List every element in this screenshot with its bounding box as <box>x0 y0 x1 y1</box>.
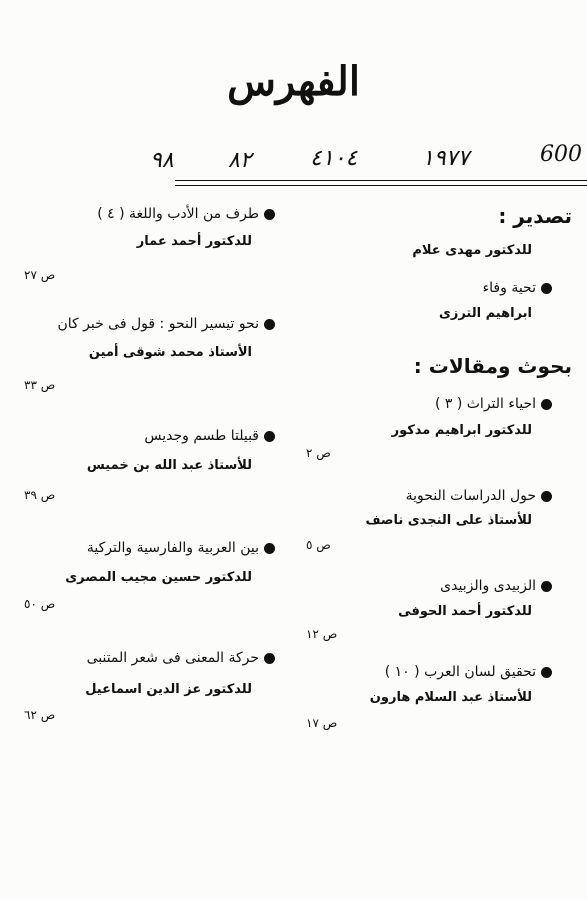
article-title: نحو تيسير النحو : قول فى خبر كان <box>57 316 275 332</box>
article-page: ص ٥٠ <box>24 597 56 611</box>
article-author: للدكتور عز الدين اسماعيل <box>85 682 252 697</box>
preface-heading: تصدير : <box>498 204 572 228</box>
article-page: ص ٣٩ <box>24 488 56 502</box>
article-author: للدكتور أحمد الحوفى <box>398 604 532 619</box>
article-author: للأستاذ عبد الله بن خميس <box>86 458 252 473</box>
article-author: الأستاذ محمد شوقى أمين <box>88 345 252 360</box>
article-title: تحقيق لسان العرب ( ١٠ ) <box>385 664 552 680</box>
bullet-icon <box>264 543 275 554</box>
bullet-icon <box>264 431 275 442</box>
article-title: قبيلتا طسم وجديس <box>144 428 275 444</box>
article-author: للدكتور ابراهيم مدكور <box>391 423 532 438</box>
article-author: للأستاذ على النجدى ناصف <box>365 513 532 528</box>
bullet-icon <box>541 491 552 502</box>
article-page: ص ٢ <box>306 446 331 460</box>
article-title: الزبيدى والزبيدى <box>440 578 552 594</box>
article-title: طرف من الأدب واللغة ( ٤ ) <box>97 206 275 222</box>
bullet-icon <box>264 319 275 330</box>
article-page: ص ٣٣ <box>24 378 56 392</box>
header-mark: ٨٢ <box>228 148 252 173</box>
bullet-icon <box>264 209 275 220</box>
bullet-icon <box>541 667 552 678</box>
tribute-entry <box>483 280 552 296</box>
bullet-icon <box>541 283 552 294</box>
header-mark: ٩٨ <box>150 148 174 173</box>
article-page: ص ٦٢ <box>24 708 56 722</box>
article-page: ص ١٢ <box>306 627 338 641</box>
article-author: للأستاذ عبد السلام هارون <box>369 690 532 705</box>
header-mark: 600 <box>540 142 582 167</box>
article-title: بين العربية والفارسية والتركية <box>87 540 275 556</box>
tribute-author: ابراهيم الترزى <box>438 306 532 321</box>
bullet-icon <box>541 581 552 592</box>
header-rule <box>175 180 587 181</box>
article-title: حركة المعنى فى شعر المتنبى <box>87 650 275 666</box>
header-mark: ١٩٧٧ <box>422 146 470 171</box>
research-heading: بحوث ومقالات : <box>413 354 572 378</box>
article-title: احياء التراث ( ٣ ) <box>435 396 552 412</box>
page-title: الفهرس <box>227 58 360 105</box>
article-author: للدكتور أحمد عمار <box>136 234 252 249</box>
header-mark: ٤١٠٤ <box>310 146 358 171</box>
article-author: للدكتور حسين مجيب المصرى <box>65 570 252 585</box>
article-page: ص ١٧ <box>306 716 338 730</box>
tribute-title: تحية وفاء <box>482 280 536 296</box>
header-rule <box>175 185 587 186</box>
article-page: ص ٢٧ <box>24 268 56 282</box>
bullet-icon <box>264 653 275 664</box>
article-page: ص ٥ <box>306 538 331 552</box>
article-title: حول الدراسات النحوية <box>406 488 552 504</box>
preface-author: للدكتور مهدى علام <box>412 243 532 258</box>
bullet-icon <box>541 399 552 410</box>
